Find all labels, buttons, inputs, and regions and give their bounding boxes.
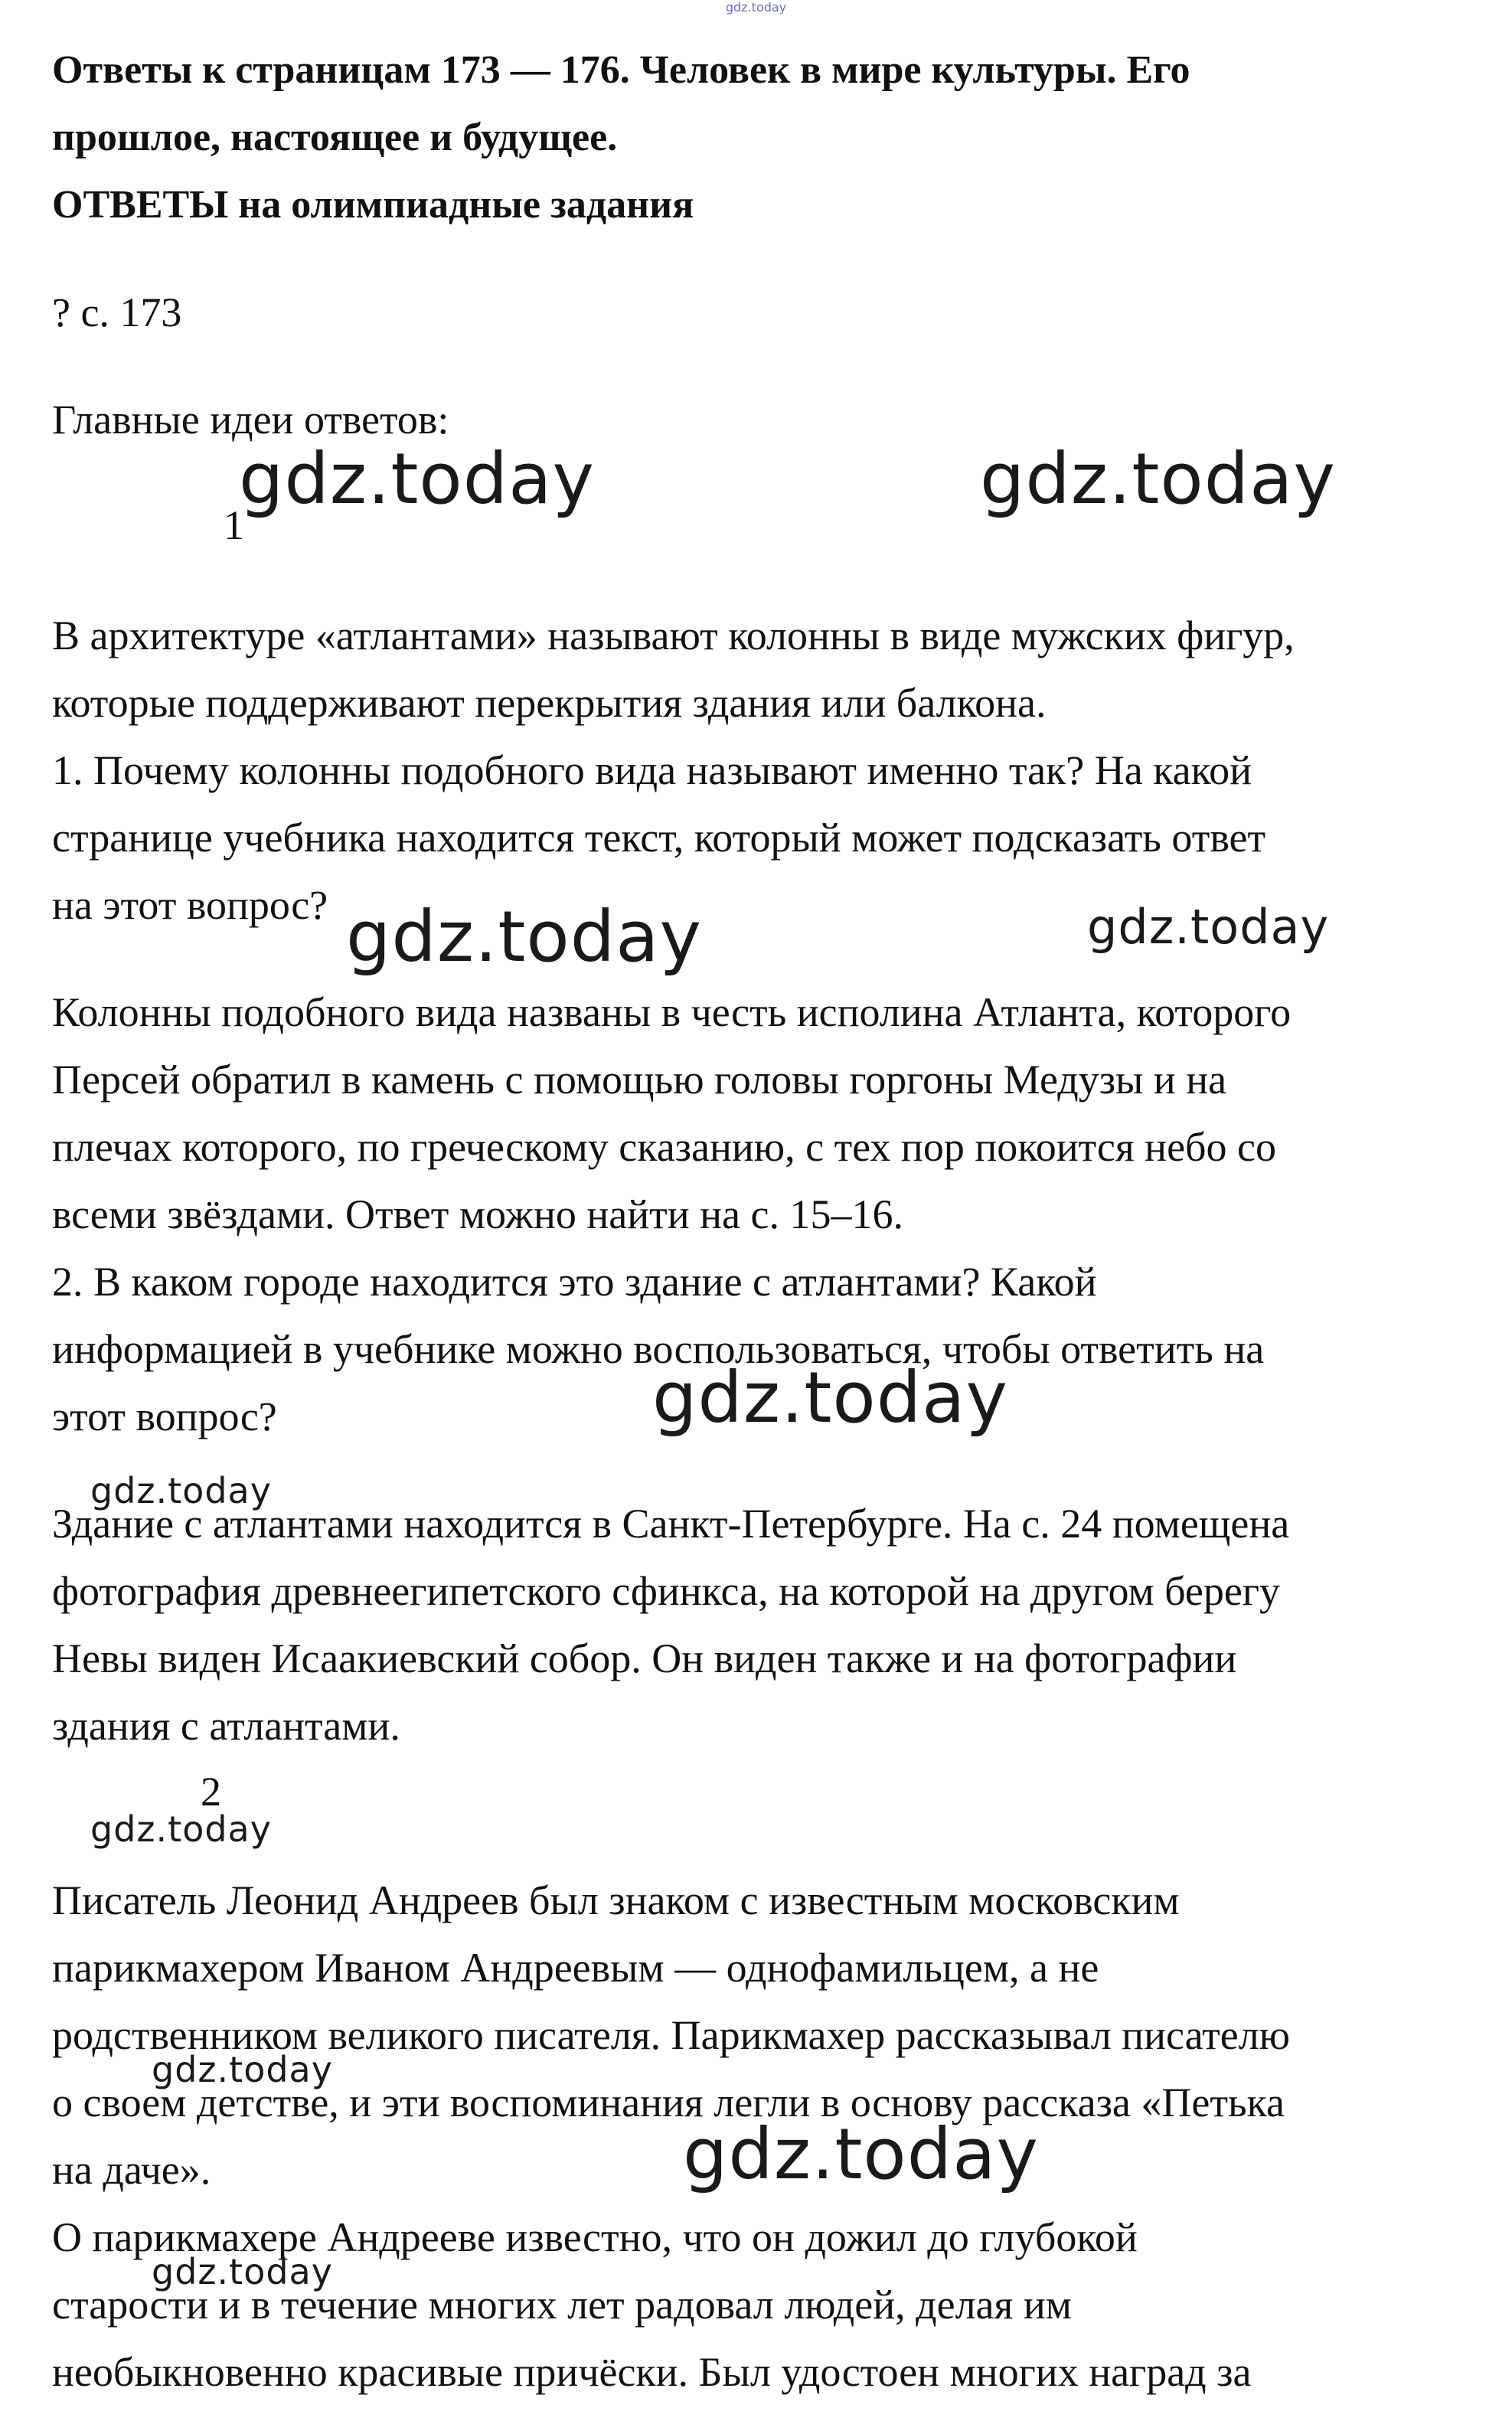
watermark: gdz.today — [1087, 899, 1330, 955]
task1-answer1-line-4: всеми звёздами. Ответ можно найти на с. 15–16. — [52, 1191, 903, 1237]
task1-answer2-line-2: фотография древнеегипетского сфинкса, на которой на другом берегу — [52, 1568, 1280, 1614]
task2-paragraph1-line-1: Писатель Леонид Андреев был знаком с известным московским — [52, 1877, 1180, 1923]
task1-answer2-line-1: Здание с атлантами находится в Санкт-Петербурге. На с. 24 помещена — [52, 1501, 1290, 1547]
header-watermark: gdz.today — [725, 0, 787, 15]
heading-line-2: прошлое, настоящее и будущее. — [52, 116, 618, 159]
watermark: gdz.today — [346, 896, 702, 978]
task2-paragraph2-line-3: необыкновенно красивые причёски. Был удостоен многих наград за — [52, 2349, 1252, 2395]
task2-paragraph1-line-4: о своем детстве, и эти воспоминания легли в основу рассказа «Петька — [52, 2080, 1285, 2125]
task2-paragraph1-line-3: родственником великого писателя. Парикмахер рассказывал писателю — [52, 2012, 1291, 2058]
watermark: gdz.today — [239, 438, 595, 520]
watermark: gdz.today — [90, 1470, 272, 1511]
task2-paragraph2-line-2: старости и в течение многих лет радовал людей, делая им — [52, 2282, 1072, 2328]
task-number-2: 2 — [201, 1769, 221, 1815]
watermark: gdz.today — [652, 1357, 1008, 1439]
task1-answer2-line-4: здания с атлантами. — [52, 1703, 400, 1749]
task1-question1-line-1: 1. Почему колонны подобного вида называют именно так? На какой — [52, 747, 1252, 793]
task1-question2-line-1: 2. В каком городе находится это здание с атлантами? Какой — [52, 1259, 1097, 1305]
watermark: gdz.today — [683, 2113, 1039, 2195]
task1-intro-line-1: В архитектуре «атлантами» называют колонны в виде мужских фигур, — [52, 613, 1295, 658]
watermark: gdz.today — [152, 2251, 333, 2292]
task1-answer2-line-3: Невы виден Исаакиевский собор. Он виден также и на фотографии — [52, 1635, 1237, 1681]
task1-question2-line-2: информацией в учебнике можно воспользоваться, чтобы ответить на — [52, 1326, 1265, 1372]
task1-intro-line-2: которые поддерживают перекрытия здания или балкона. — [52, 680, 1047, 726]
main-ideas-label: Главные идеи ответов: — [52, 397, 449, 443]
page-reference: ? с. 173 — [52, 289, 182, 335]
watermark: gdz.today — [152, 2049, 333, 2090]
task1-answer1-line-1: Колонны подобного вида названы в честь исполина Атланта, которого — [52, 989, 1292, 1035]
task2-paragraph1-line-2: парикмахером Иваном Андреевым — однофамильцем, а не — [52, 1945, 1099, 1991]
task1-answer1-line-2: Персей обратил в камень с помощью головы горгоны Медузы и на — [52, 1057, 1227, 1103]
watermark: gdz.today — [980, 438, 1336, 520]
task-number-1: 1 — [224, 502, 244, 548]
task2-paragraph2-line-1: О парикмахере Андрееве известно, что он дожил до глубокой — [52, 2214, 1138, 2260]
task1-question2-line-3: этот вопрос? — [52, 1393, 277, 1439]
watermark: gdz.today — [90, 1808, 272, 1850]
task1-question1-line-3: на этот вопрос? — [52, 882, 328, 928]
heading-line-1: Ответы к страницам 173 — 176. Человек в мире культуры. Его — [52, 48, 1190, 92]
task1-question1-line-2: странице учебника находится текст, который может подсказать ответ — [52, 815, 1266, 861]
task1-answer1-line-3: плечах которого, по греческому сказанию, с тех пор покоится небо со — [52, 1124, 1276, 1170]
task2-paragraph1-line-5: на даче». — [52, 2147, 211, 2193]
heading-line-3: ОТВЕТЫ на олимпиадные задания — [52, 183, 694, 227]
